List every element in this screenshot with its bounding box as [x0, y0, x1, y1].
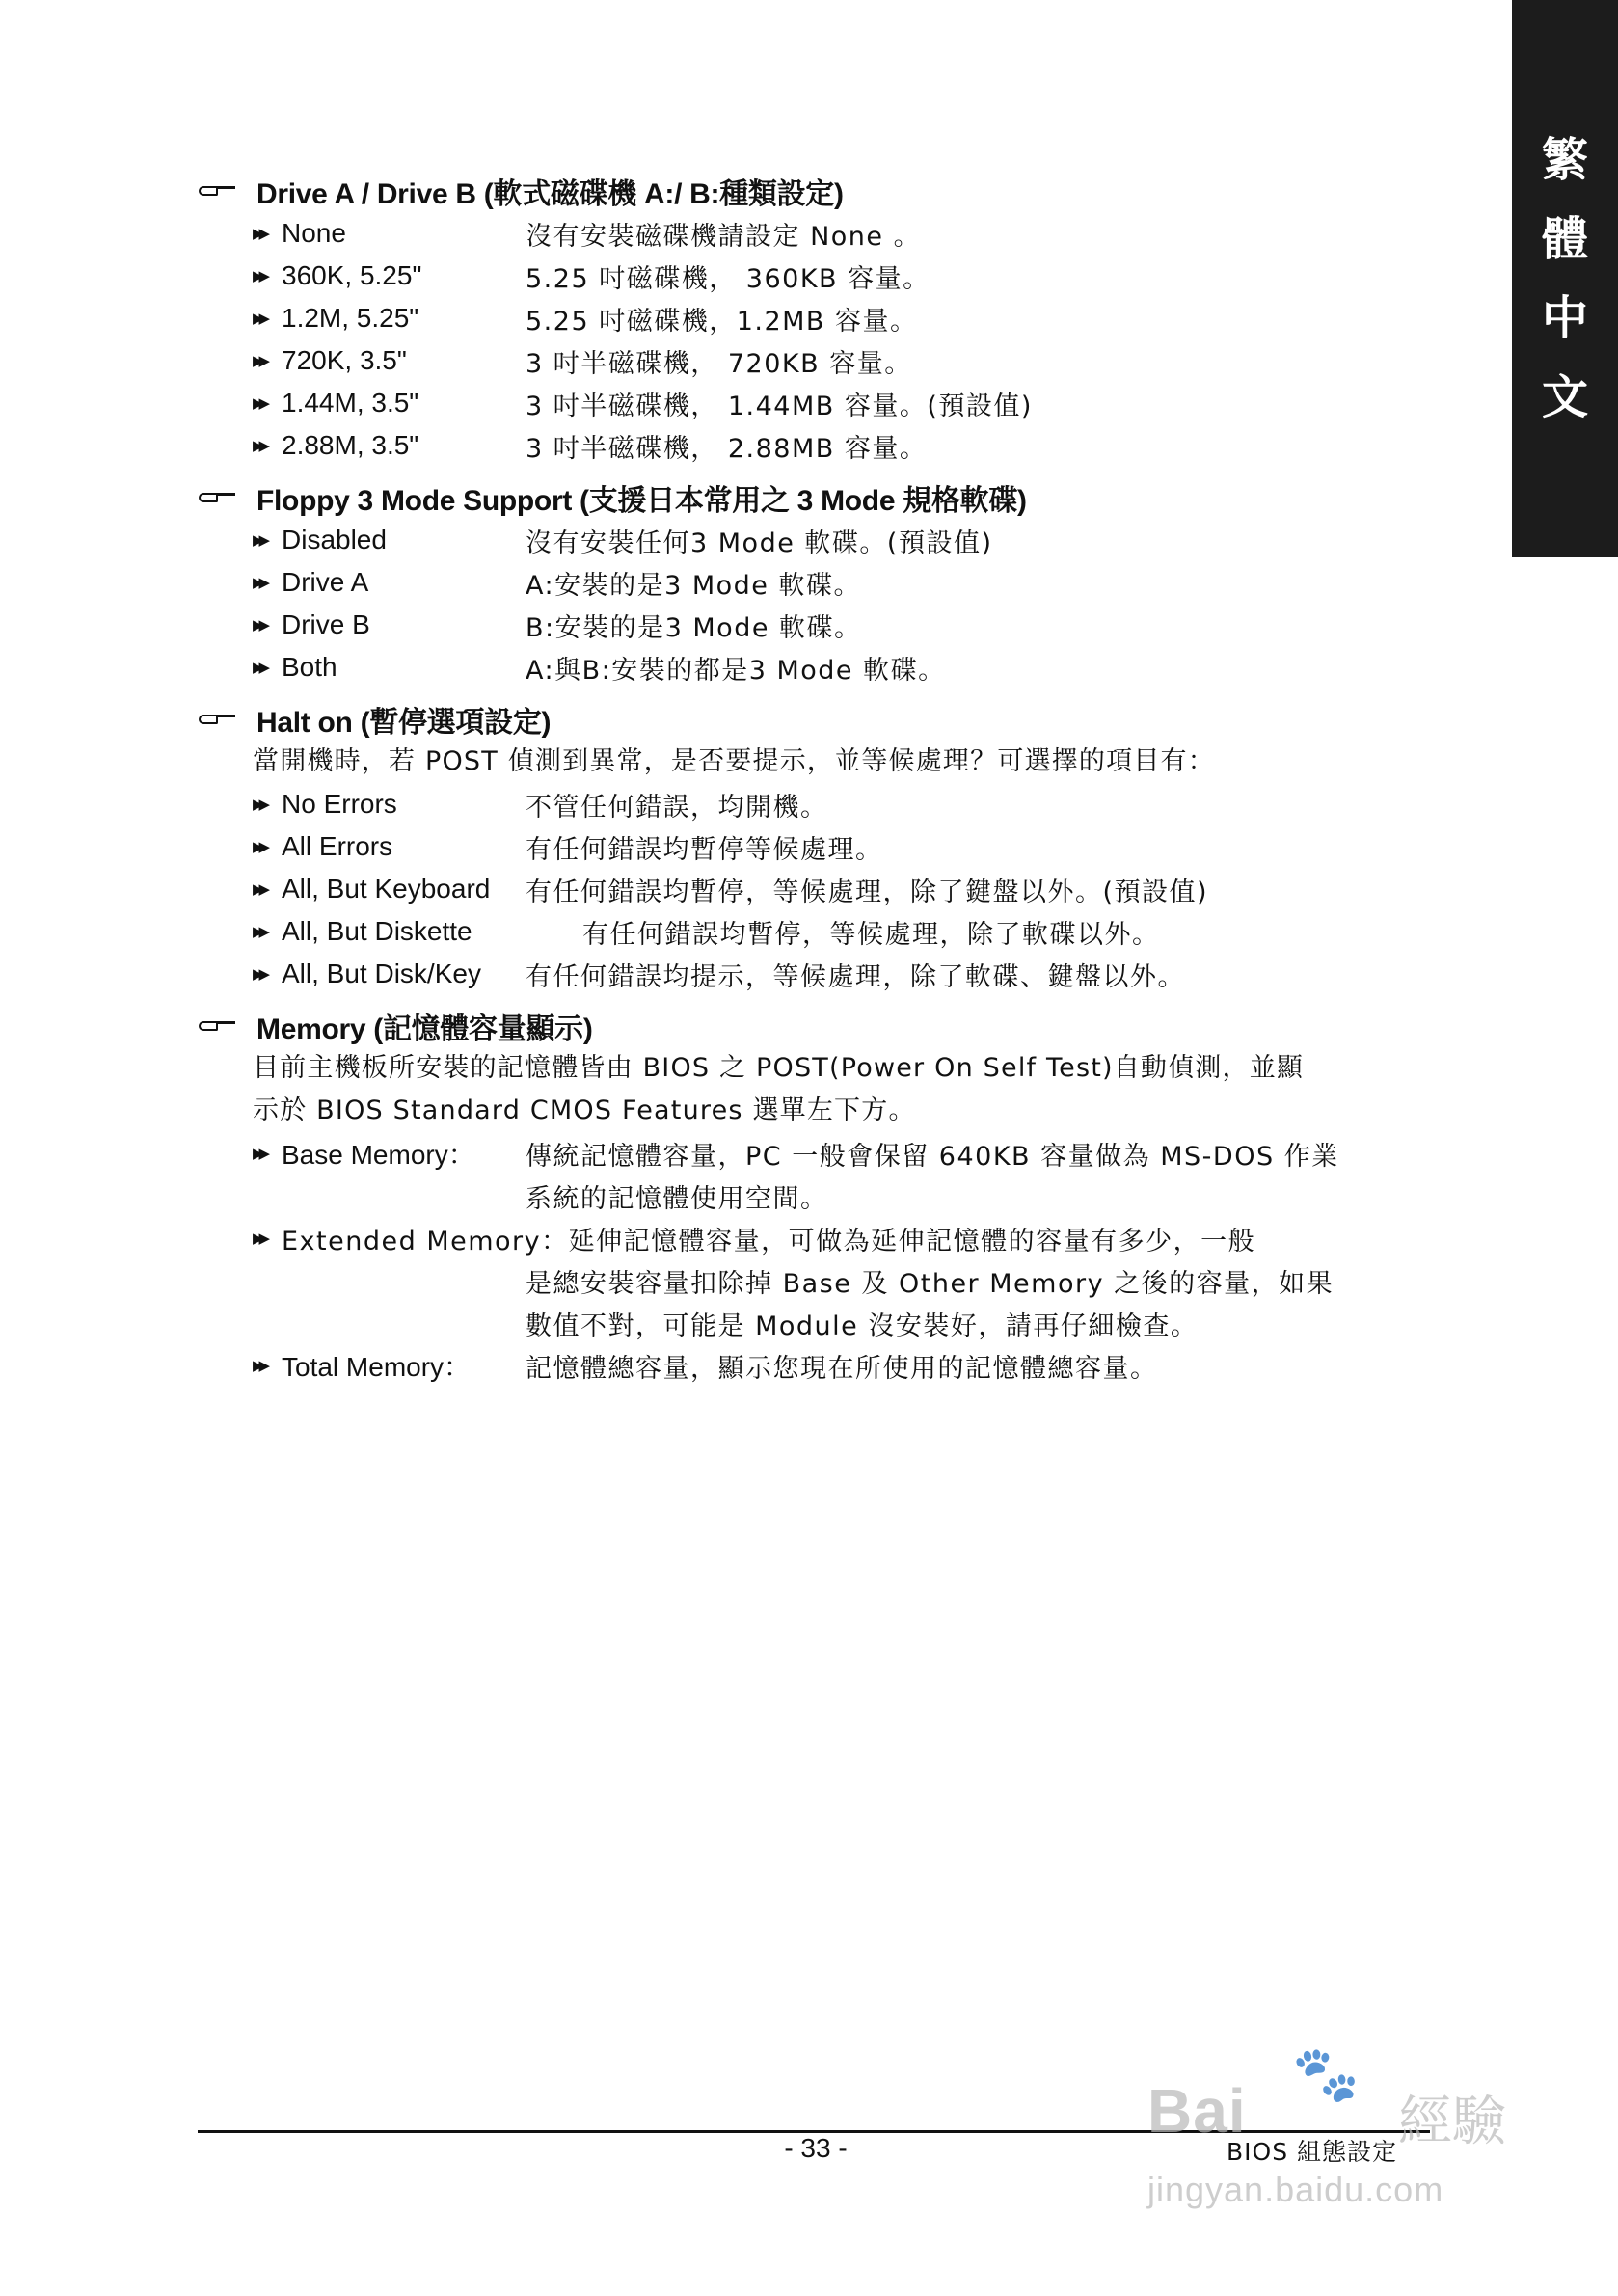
memory-intro-line: 示於 BIOS Standard CMOS Features 選單左下方。 [253, 1095, 916, 1125]
option-label [253, 563, 368, 602]
section-heading-drive [199, 172, 844, 210]
watermark-jingyan: 經驗 [1398, 2091, 1506, 2153]
pointing-hand-icon [199, 490, 235, 505]
option-label [253, 912, 472, 951]
double-arrow-icon: ▶▶ [253, 438, 266, 454]
section-heading-text: Floppy 3 Mode Support (支援日本常用之 3 Mode 規格軟碟) [256, 485, 1027, 517]
option-label [253, 214, 346, 253]
double-arrow-icon: ▶▶ [253, 881, 266, 898]
double-arrow-icon: ▶▶ [253, 395, 266, 412]
option-label-text: 1.2M, 5.25" [282, 303, 419, 333]
option-label [253, 384, 418, 422]
language-side-tab [1512, 0, 1618, 557]
paw-icon: 🐾 [1292, 2043, 1360, 2106]
double-arrow-icon: ▶▶ [253, 1358, 266, 1374]
double-arrow-icon: ▶▶ [253, 966, 266, 983]
option-label-text: Both [282, 652, 337, 682]
option-description: A:與B:安裝的都是3 Mode 軟碟。 [526, 655, 946, 686]
extended-memory-text: Extended Memory：延伸記憶體容量，可做為延伸記憶體的容量有多少，一般 [282, 1226, 1256, 1256]
option-label-text: 360K, 5.25" [282, 260, 422, 290]
option-description-continued: 數值不對，可能是 Module 沒安裝好，請再仔細檢查。 [526, 1310, 1199, 1341]
option-description: A:安裝的是3 Mode 軟碟。 [526, 570, 861, 601]
option-label-text: No Errors [282, 789, 397, 819]
pointing-hand-icon [199, 1018, 235, 1034]
option-label-text: Disabled [282, 525, 387, 554]
watermark-brand: Bai [1147, 2076, 1247, 2146]
option-label [253, 1134, 475, 1173]
memory-intro-line: 目前主機板所安裝的記憶體皆由 BIOS 之 POST(Power On Self Test)自動偵測，並顯 [253, 1053, 1305, 1083]
double-arrow-icon: ▶▶ [253, 660, 266, 676]
option-description: B:安裝的是3 Mode 軟碟。 [526, 612, 862, 643]
option-label-text: All Errors [282, 831, 393, 861]
option-label [253, 426, 418, 465]
option-description: 傳統記憶體容量，PC 一般會保留 640KB 容量做為 MS-DOS 作業 [526, 1141, 1339, 1172]
side-tab-char: 體 [1541, 212, 1588, 266]
option-label-text: All, But Keyboard [282, 874, 491, 904]
option-description: 3 吋半磁碟機， 2.88MB 容量。 [526, 433, 928, 464]
option-description: 有任何錯誤均暫停等候處理。 [526, 834, 883, 865]
option-label [253, 606, 370, 644]
side-tab-char: 文 [1541, 370, 1588, 424]
double-arrow-icon: ▶▶ [253, 268, 266, 284]
baidu-watermark [1147, 2042, 1552, 2226]
option-description: 有任何錯誤均暫停，等候處理，除了鍵盤以外。(預設值) [526, 877, 1209, 907]
footer-chapter-title: BIOS 組態設定 [1227, 2138, 1398, 2166]
option-label [253, 341, 407, 380]
option-description: 5.25 吋磁碟機，1.2MB 容量。 [526, 306, 918, 337]
double-arrow-icon: ▶▶ [253, 617, 266, 634]
double-arrow-icon: ▶▶ [253, 839, 266, 855]
section-heading-text: Memory (記憶體容量顯示) [256, 1013, 593, 1045]
option-label-text: Base Memory： [282, 1140, 475, 1170]
option-label [253, 955, 481, 993]
option-label [253, 257, 421, 295]
section-heading-memory [199, 1007, 593, 1045]
section-heading-halt [199, 700, 551, 739]
option-description: 記憶體總容量，顯示您現在所使用的記憶體總容量。 [526, 1353, 1158, 1384]
option-label [253, 870, 490, 908]
pointing-hand-icon [199, 712, 235, 727]
option-description: 3 吋半磁碟機， 720KB 容量。 [526, 348, 912, 379]
double-arrow-icon: ▶▶ [253, 353, 266, 369]
watermark-url: jingyan.baidu.com [1147, 2170, 1444, 2209]
option-label [253, 827, 392, 866]
option-label-text: All, But Disk/Key [282, 959, 481, 988]
option-description: 沒有安裝任何3 Mode 軟碟。(預設值) [526, 527, 993, 558]
option-label-text: Total Memory： [282, 1352, 472, 1382]
option-label [253, 648, 337, 687]
option-description-continued: 是總安裝容量扣除掉 Base 及 Other Memory 之後的容量，如果 [526, 1268, 1335, 1299]
option-label-text: 2.88M, 3.5" [282, 430, 419, 460]
double-arrow-icon: ▶▶ [253, 575, 266, 591]
double-arrow-icon: ▶▶ [253, 1146, 266, 1162]
option-description: 有任何錯誤均暫停，等候處理，除了軟碟以外。 [582, 919, 1160, 950]
double-arrow-icon: ▶▶ [253, 797, 266, 813]
option-label-text: Drive B [282, 609, 370, 639]
section-heading-floppy [199, 478, 1027, 517]
double-arrow-icon: ▶▶ [253, 1229, 266, 1247]
option-label [253, 521, 387, 559]
option-description: 有任何錯誤均提示，等候處理，除了軟碟、鍵盤以外。 [526, 961, 1185, 992]
pointing-hand-icon [199, 183, 235, 199]
extended-memory-line [253, 1219, 1255, 1257]
option-description: 5.25 吋磁碟機， 360KB 容量。 [526, 263, 930, 294]
page-number: - 33 - [784, 2133, 848, 2163]
side-tab-char: 繁 [1541, 133, 1588, 187]
option-label-text: All, But Diskette [282, 916, 472, 946]
option-description: 不管任何錯誤，均開機。 [526, 792, 828, 823]
side-tab-char: 中 [1541, 291, 1588, 345]
option-description: 3 吋半磁碟機， 1.44MB 容量。(預設值) [526, 391, 1033, 421]
option-description-continued: 系統的記憶體使用空間。 [526, 1183, 828, 1214]
double-arrow-icon: ▶▶ [253, 532, 266, 549]
section-heading-text: Drive A / Drive B (軟式磁碟機 A:/ B:種類設定) [256, 178, 844, 210]
double-arrow-icon: ▶▶ [253, 924, 266, 940]
section-heading-text: Halt on (暫停選項設定) [256, 707, 552, 739]
option-label [253, 1346, 471, 1385]
option-label-text: 720K, 3.5" [282, 345, 407, 375]
double-arrow-icon: ▶▶ [253, 226, 266, 242]
halt-intro: 當開機時，若 POST 偵測到異常，是否要提示，並等候處理？可選擇的項目有： [253, 746, 1215, 776]
double-arrow-icon: ▶▶ [253, 311, 266, 327]
option-label [253, 299, 418, 338]
option-description: 沒有安裝磁碟機請設定 None 。 [526, 221, 922, 252]
option-label-text: Drive A [282, 567, 369, 597]
option-label [253, 785, 397, 824]
option-label-text: None [282, 218, 346, 248]
option-label-text: 1.44M, 3.5" [282, 388, 419, 418]
